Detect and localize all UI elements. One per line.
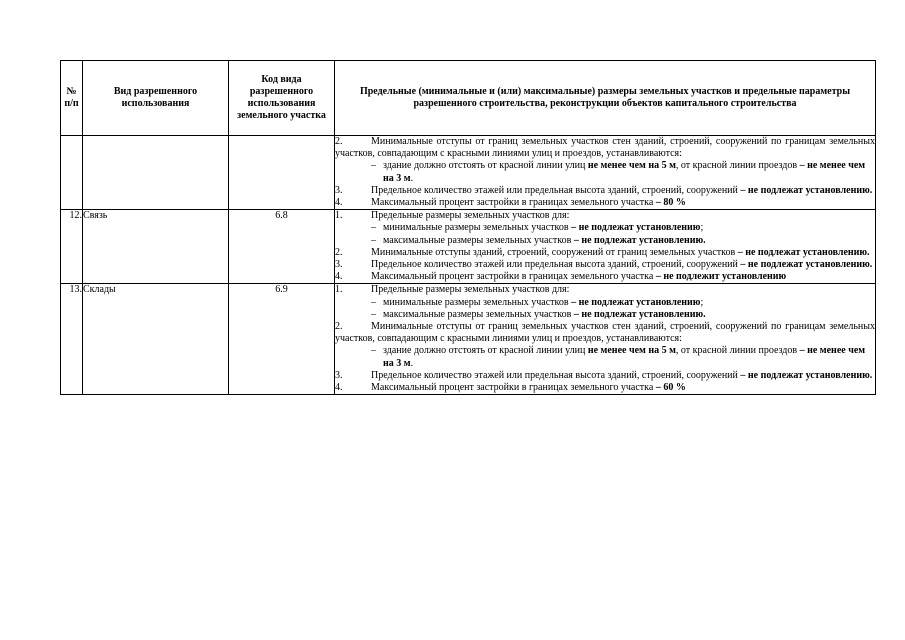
param-item-1: 1. Предельные размеры земельных участков для: [335, 284, 570, 296]
header-code: Код вида разрешенного использования земельного участка [229, 61, 335, 136]
table-row [61, 210, 876, 284]
cell-code: 6.8 [229, 210, 335, 284]
table-row [61, 284, 876, 395]
param-dash-max-size: – максимальные размеры земельных участков – не подлежат установлению. [371, 234, 706, 246]
table-header-row [61, 61, 876, 136]
param-item-4: 4. Максимальный процент застройки в границах земельного участка – не подлежит установлению [335, 271, 787, 283]
param-dash-red-line: – здание должно отстоять от красной линии улиц не менее чем на 5 м, от красной линии проездов – не менее чем на 3 м. [371, 160, 866, 184]
cell-code [229, 136, 335, 210]
param-dash-min-size: – минимальные размеры земельных участков – не подлежат установлению; [371, 296, 704, 308]
zoning-parameters-table [60, 60, 876, 395]
param-item-4: 4. Максимальный процент застройки в границах земельного участка – 60 % [335, 382, 686, 394]
cell-use-type: Склады [83, 284, 229, 395]
param-dash-min-size: – минимальные размеры земельных участков – не подлежат установлению; [371, 222, 704, 234]
table-row-continued [61, 136, 876, 210]
param-item-2: 2. Минимальные отступы от границ земельных участков стен зданий, строений, сооружений по границам земельных участков, совпадающим с красными линиями улиц и проездов, устанавливаются: [335, 321, 875, 345]
param-item-2: 2. Минимальные отступы зданий, строений, сооружений от границ земельных участков – не подлежат установлению. [335, 246, 870, 258]
header-use-type: Вид разрешенного использования [83, 61, 229, 136]
cell-parameters [335, 136, 876, 210]
header-parameters: Предельные (минимальные и (или) максимальные) размеры земельных участков и предельные параметры разрешенного строительства, реконструкции объектов капитального строительства [335, 61, 876, 136]
cell-number [61, 136, 83, 210]
cell-number: 12. [61, 210, 83, 284]
cell-use-type: Связь [83, 210, 229, 284]
cell-parameters [335, 284, 876, 395]
param-item-3: 3. Предельное количество этажей или предельная высота зданий, строений, сооружений – не подлежат установлению. [335, 369, 873, 381]
param-dash-max-size: – максимальные размеры земельных участков – не подлежат установлению. [371, 308, 706, 320]
param-item-3: 3. Предельное количество этажей или предельная высота зданий, строений, сооружений – не подлежат установлению. [335, 259, 873, 271]
param-dash-red-line: – здание должно отстоять от красной линии улиц не менее чем на 5 м, от красной линии проездов – не менее чем на 3 м. [371, 345, 866, 369]
param-item-2: 2. Минимальные отступы от границ земельных участков стен зданий, строений, сооружений по границам земельных участков, совпадающим с красными линиями улиц и проездов, устанавливаются: [335, 136, 875, 160]
cell-code: 6.9 [229, 284, 335, 395]
cell-parameters [335, 210, 876, 284]
param-item-1: 1. Предельные размеры земельных участков для: [335, 210, 570, 222]
cell-number: 13. [61, 284, 83, 395]
cell-use-type [83, 136, 229, 210]
param-item-4: 4. Максимальный процент застройки в границах земельного участка – 80 % [335, 197, 686, 209]
header-number: № п/п [61, 61, 83, 136]
param-item-3: 3. Предельное количество этажей или предельная высота зданий, строений, сооружений – не подлежат установлению. [335, 184, 873, 196]
